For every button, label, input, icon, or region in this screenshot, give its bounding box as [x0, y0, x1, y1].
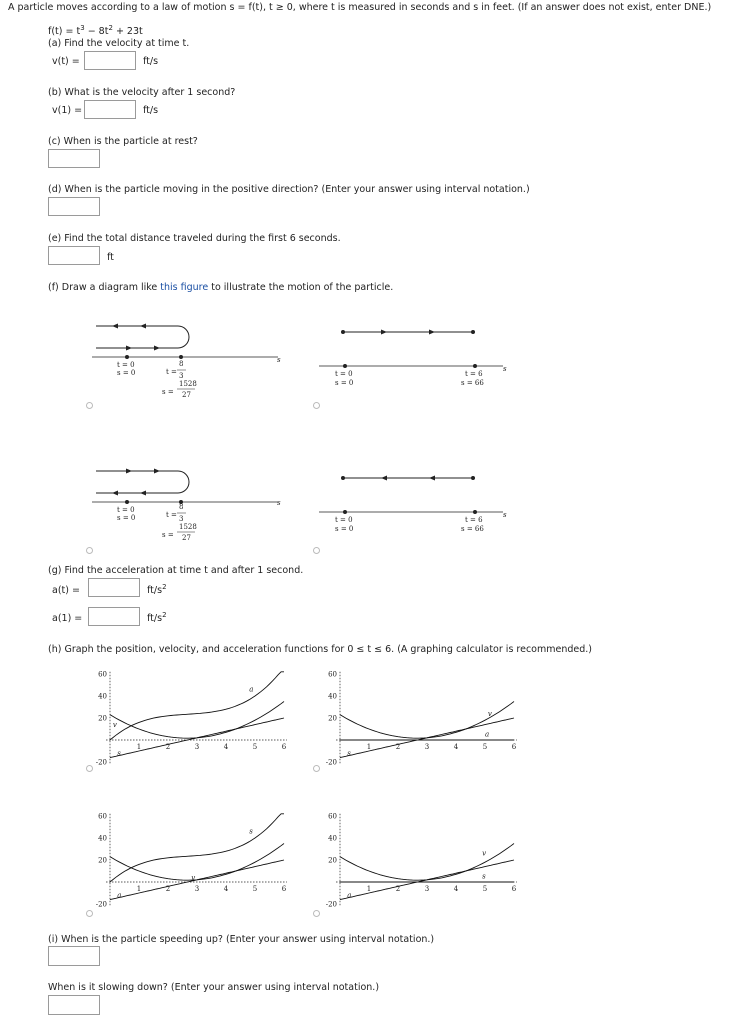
diagram-s0: s = 0 [117, 369, 136, 377]
figure-link[interactable]: this figure [160, 282, 209, 293]
curve-label-2: a [249, 685, 254, 694]
y-tick-label: -20 [325, 900, 337, 909]
diagram2-t0: t = 0 [335, 370, 353, 378]
diagram-radio-4[interactable] [313, 547, 320, 554]
diagram3-s0: s = 0 [117, 514, 136, 522]
question-d: (d) When is the particle moving in the positive direction? (Enter your answer using interval notation.) [48, 184, 530, 195]
curve-label-0: s [249, 827, 253, 836]
motion-diagram-option-1 [82, 315, 292, 410]
curve-label-2: a [485, 730, 490, 739]
position-function [48, 22, 143, 38]
acceleration-1-unit [147, 611, 167, 624]
curve-label-0: s [482, 872, 486, 881]
question-h: (h) Graph the position, velocity, and acceleration functions for 0 ≤ t ≤ 6. (A graphing calculator is recommended.) [48, 644, 592, 655]
diagram-t0: t = 0 [117, 361, 135, 369]
curve-label-1: v [191, 873, 196, 882]
y-tick-label: 20 [98, 856, 107, 865]
function-lhs: f(t) = [48, 26, 77, 38]
acceleration-1-label: a(1) = [52, 613, 83, 624]
question-a: (a) Find the velocity at time t. [48, 38, 190, 49]
s-curve [110, 814, 284, 882]
diagram3-s-num: 1528 [179, 523, 197, 531]
x-tick-label: 6 [511, 885, 517, 893]
diagram3-s-den: 27 [182, 534, 191, 542]
acceleration-1-input[interactable] [88, 607, 140, 626]
diagram2-s66: s = 66 [461, 379, 484, 387]
speeding-up-input[interactable] [48, 946, 100, 966]
x-tick-label: 2 [165, 743, 171, 751]
velocity-input[interactable] [84, 51, 136, 70]
question-f-before: (f) Draw a diagram like [48, 282, 161, 293]
y-tick-label: 60 [328, 812, 337, 821]
question-g: (g) Find the acceleration at time t and after 1 second. [48, 565, 304, 576]
v-curve [110, 702, 284, 739]
velocity-1-input[interactable] [84, 100, 136, 119]
x-tick-label: 1 [366, 743, 372, 751]
x-tick-label: 5 [482, 743, 488, 751]
y-tick-label: 40 [98, 834, 107, 843]
function-mid: − 8t [84, 26, 109, 38]
slowing-down-input[interactable] [48, 995, 100, 1015]
y-tick-label: 20 [328, 856, 337, 865]
x-tick-label: 2 [395, 885, 401, 893]
question-f [48, 282, 393, 294]
diagram4-s0: s = 0 [335, 525, 354, 533]
v-curve [340, 844, 514, 881]
x-tick-label: 2 [395, 743, 401, 751]
distance-input[interactable] [48, 246, 100, 265]
curve-label-1: v [487, 709, 492, 718]
graph-option-1 [82, 660, 294, 774]
y-tick-label: 40 [98, 692, 107, 701]
curve-label-0: s [347, 749, 351, 758]
v-curve [110, 844, 284, 881]
diagram-t-eq: t = [166, 368, 177, 376]
y-tick-label: 20 [328, 714, 337, 723]
diagram4-t0: t = 0 [335, 516, 353, 524]
graph-radio-2[interactable] [313, 765, 320, 772]
velocity-1-unit: ft/s [143, 105, 159, 116]
velocity-unit: ft/s [143, 56, 159, 67]
curve-label-2: a [347, 891, 352, 900]
y-tick-label: 20 [98, 714, 107, 723]
acceleration-unit-exp: 2 [162, 583, 167, 591]
function-tail: + 23t [112, 26, 143, 38]
motion-diagram-option-4 [315, 466, 515, 546]
curve-label-0: s [117, 749, 121, 758]
question-c: (c) When is the particle at rest? [48, 136, 198, 147]
question-b: (b) What is the velocity after 1 second? [48, 87, 236, 98]
acceleration-1-unit-base: ft/s [147, 613, 163, 625]
diagram-s-eq: s = [162, 388, 174, 396]
x-tick-label: 1 [366, 885, 372, 893]
x-tick-label: 5 [252, 743, 258, 751]
y-tick-label: -20 [95, 758, 107, 767]
diagram-t-den: 3 [179, 372, 184, 380]
diagram2-t6: t = 6 [465, 370, 483, 378]
acceleration-unit-base: ft/s [147, 585, 163, 597]
diagram4-s-axis: s [503, 511, 507, 519]
diagram3-s-eq: s = [162, 531, 174, 539]
diagram-s-den: 27 [182, 391, 191, 399]
question-f-after: to illustrate the motion of the particle. [208, 282, 394, 293]
acceleration-unit [147, 583, 167, 596]
acceleration-label: a(t) = [52, 585, 80, 596]
x-tick-label: 2 [165, 885, 171, 893]
diagram3-t0: t = 0 [117, 506, 135, 514]
velocity-label: v(t) = [52, 56, 80, 67]
diagram-s-num: 1528 [179, 380, 197, 388]
question-e: (e) Find the total distance traveled during the first 6 seconds. [48, 233, 341, 244]
x-tick-label: 6 [511, 743, 517, 751]
y-tick-label: 40 [328, 692, 337, 701]
diagram-radio-1[interactable] [86, 402, 93, 409]
x-tick-label: 1 [136, 743, 142, 751]
positive-direction-input[interactable] [48, 197, 100, 216]
x-tick-label: 4 [453, 743, 459, 751]
y-tick-label: 60 [328, 670, 337, 679]
motion-diagram-option-3 [82, 460, 292, 550]
x-tick-label: 4 [223, 885, 229, 893]
x-tick-label: 4 [453, 885, 459, 893]
x-tick-label: 3 [424, 885, 430, 893]
diagram4-t6: t = 6 [465, 516, 483, 524]
x-tick-label: 4 [223, 743, 229, 751]
graph-option-2 [312, 660, 524, 774]
y-tick-label: 60 [98, 670, 107, 679]
y-tick-label: 60 [98, 812, 107, 821]
curve-label-1: v [482, 849, 487, 858]
a-curve [340, 860, 514, 900]
graph-option-3 [82, 802, 294, 916]
diagram4-s66: s = 66 [461, 525, 484, 533]
x-tick-label: 5 [482, 885, 488, 893]
x-tick-label: 5 [252, 885, 258, 893]
x-tick-label: 3 [194, 743, 200, 751]
diagram2-s0: s = 0 [335, 379, 354, 387]
x-tick-label: 6 [281, 885, 287, 893]
rest-input[interactable] [48, 149, 100, 168]
x-tick-label: 3 [194, 885, 200, 893]
diagram-radio-3[interactable] [86, 547, 93, 554]
problem-intro: A particle moves according to a law of motion s = f(t), t ≥ 0, where t is measured in seconds and s in feet. (If an answer does not exist, enter DNE.) [8, 2, 712, 13]
diagram-s-axis: s [277, 356, 281, 364]
acceleration-1-unit-exp: 2 [162, 611, 167, 619]
diagram-radio-2[interactable] [313, 402, 320, 409]
question-i: (i) When is the particle speeding up? (Enter your answer using interval notation.) [48, 934, 435, 945]
velocity-1-label: v(1) = [52, 105, 83, 116]
graph-radio-3[interactable] [86, 910, 93, 917]
y-tick-label: -20 [325, 758, 337, 767]
acceleration-input[interactable] [88, 578, 140, 597]
diagram-t-num: 8 [179, 360, 184, 368]
x-tick-label: 3 [424, 743, 430, 751]
question-i-slowing: When is it slowing down? (Enter your answer using interval notation.) [48, 982, 380, 993]
x-tick-label: 6 [281, 743, 287, 751]
diagram2-s-axis: s [503, 365, 507, 373]
diagram3-s-axis: s [277, 499, 281, 507]
function-t3: t [76, 26, 81, 38]
distance-unit: ft [107, 252, 114, 263]
graph-radio-1[interactable] [86, 765, 93, 772]
graph-radio-4[interactable] [313, 910, 320, 917]
function-exp2: 2 [108, 24, 113, 32]
motion-diagram-option-2 [315, 320, 515, 400]
curve-label-2: a [117, 891, 122, 900]
y-tick-label: 40 [328, 834, 337, 843]
y-tick-label: -20 [95, 900, 107, 909]
diagram3-t-den: 3 [179, 515, 184, 523]
diagram3-t-eq: t = [166, 511, 177, 519]
curve-label-1: v [112, 720, 117, 729]
x-tick-label: 1 [136, 885, 142, 893]
s-curve [110, 672, 284, 740]
graph-option-4 [312, 802, 524, 916]
diagram3-t-num: 8 [179, 503, 184, 511]
function-exp3: 3 [80, 24, 85, 32]
